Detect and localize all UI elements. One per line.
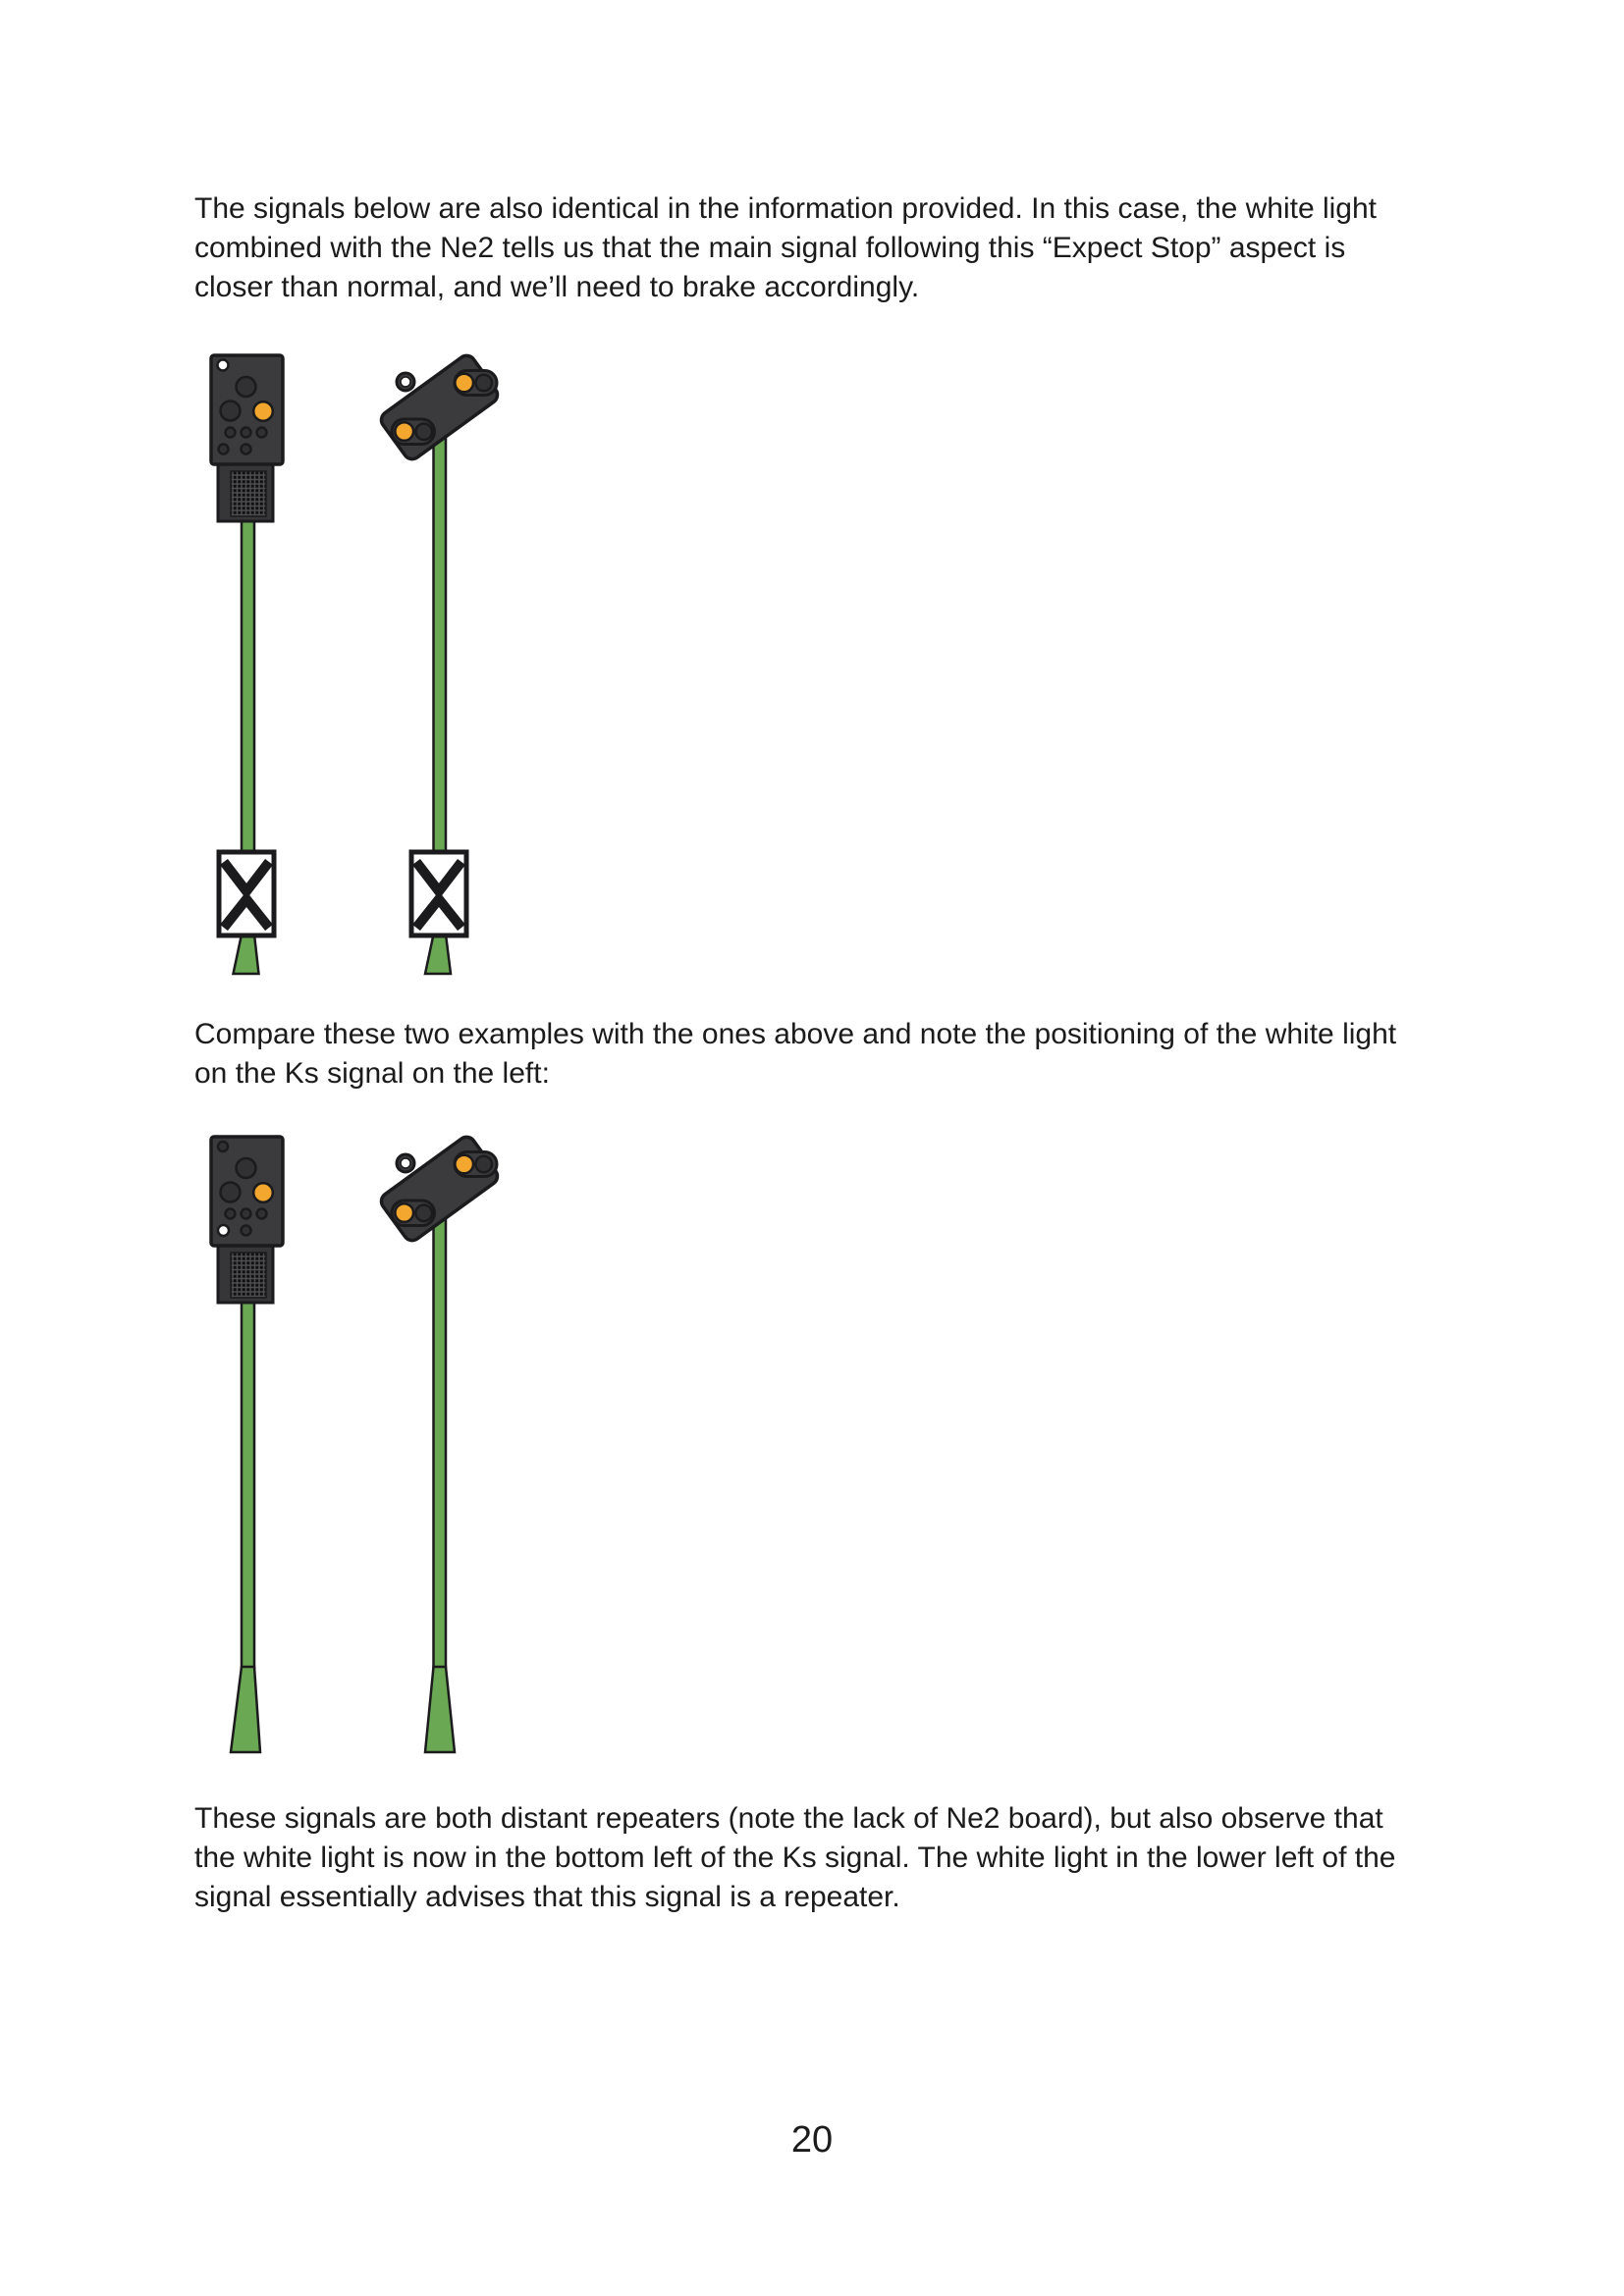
amber-light bbox=[455, 1155, 473, 1174]
compact-signal bbox=[378, 352, 501, 974]
paragraph-line: closer than normal, and we’ll need to brake accordingly. bbox=[194, 271, 920, 303]
paragraph-line: These signals are both distant repeaters (note the lack of Ne2 board), but also observe that bbox=[194, 1802, 1383, 1835]
compact-signal bbox=[378, 1134, 501, 1752]
paragraph-line: signal essentially advises that this signal is a repeater. bbox=[194, 1881, 900, 1913]
ks-signal bbox=[211, 1137, 283, 1752]
unlit-light bbox=[242, 1226, 251, 1236]
figure-signals-with-ne2 bbox=[118, 334, 530, 1001]
paragraph-line: the white light is now in the bottom left of the Ks signal. The white light in the lower left of the bbox=[194, 1842, 1396, 1874]
mast-base bbox=[234, 934, 259, 974]
paragraph-repeaters bbox=[194, 1799, 1395, 1917]
id-plate-matrix bbox=[231, 1253, 266, 1298]
signal-mast bbox=[242, 1301, 254, 1672]
amber-light bbox=[395, 1203, 413, 1222]
mast-base bbox=[425, 934, 451, 974]
paragraph-line: on the Ks signal on the left: bbox=[194, 1057, 550, 1090]
paragraph-line: combined with the Ne2 tells us that the main signal following this “Expect Stop” aspect is bbox=[194, 232, 1346, 264]
unlit-light bbox=[475, 375, 492, 392]
signal-mast bbox=[434, 1218, 447, 1672]
paragraph-line: Compare these two examples with the ones above and note the positioning of the white light bbox=[194, 1018, 1397, 1050]
unlit-light bbox=[221, 1183, 241, 1202]
unlit-light bbox=[475, 1156, 492, 1173]
unlit-light bbox=[237, 377, 256, 397]
white-marker-lamp bbox=[401, 1158, 410, 1168]
page-number: 20 bbox=[790, 2119, 834, 2161]
id-plate-matrix bbox=[231, 471, 266, 516]
unlit-light bbox=[218, 1142, 228, 1151]
mast-base bbox=[231, 1667, 260, 1752]
amber-light bbox=[253, 401, 273, 421]
unlit-light bbox=[257, 428, 267, 438]
amber-light bbox=[395, 422, 413, 441]
mast-base bbox=[425, 1667, 455, 1752]
unlit-light bbox=[226, 428, 236, 438]
amber-light bbox=[455, 374, 473, 393]
unlit-light bbox=[226, 1209, 236, 1219]
ks-signal bbox=[211, 355, 283, 974]
paragraph-intro bbox=[194, 189, 1377, 307]
unlit-light bbox=[221, 401, 241, 421]
white-marker-lamp bbox=[401, 377, 410, 387]
signal-mast bbox=[434, 437, 447, 854]
white-light-top-left bbox=[218, 360, 229, 371]
unlit-light bbox=[237, 1158, 256, 1178]
figure-repeater-signals bbox=[118, 1115, 530, 1783]
unlit-light bbox=[242, 445, 251, 454]
amber-light bbox=[253, 1183, 273, 1202]
unlit-light bbox=[415, 424, 432, 441]
paragraph-compare bbox=[194, 1015, 1396, 1094]
white-light-bottom-left bbox=[218, 1225, 229, 1236]
unlit-light bbox=[242, 1209, 251, 1219]
paragraph-line: The signals below are also identical in the information provided. In this case, the white light bbox=[194, 192, 1377, 225]
signal-mast bbox=[242, 519, 254, 854]
unlit-light bbox=[257, 1209, 267, 1219]
unlit-light bbox=[415, 1205, 432, 1222]
unlit-light bbox=[242, 428, 251, 438]
unlit-light bbox=[219, 445, 229, 454]
